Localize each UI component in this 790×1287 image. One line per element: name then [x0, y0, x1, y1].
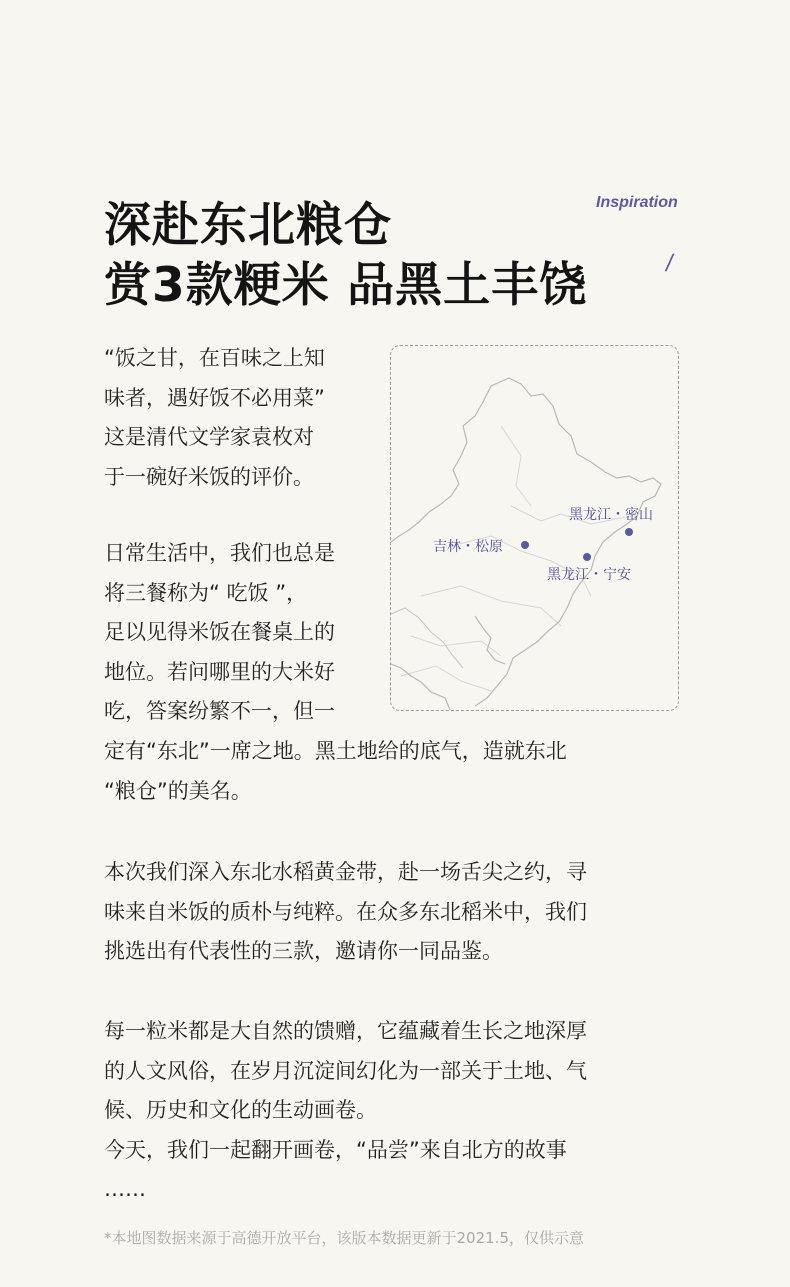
text-line: “粮仓”的美名。 [104, 778, 252, 803]
western-outline [391, 386, 491, 542]
peninsula-outline [475, 616, 505, 664]
text-line: 味来自米饭的质朴与纯粹。在众多东北稻米中，我们 [104, 899, 587, 924]
map-source-footnote: *本地图数据来源于高德开放平台，该版本数据更新于2021.5，仅供示意 [104, 1229, 584, 1247]
text-line: …… [104, 1177, 146, 1201]
map-graphic [391, 346, 679, 711]
dot-songyuan [521, 541, 529, 549]
text-line: 地位。若问哪里的大米好 [104, 659, 335, 684]
text-line: 今天，我们一起翻开画卷，“品尝”来自北方的故事 [104, 1137, 567, 1162]
inspiration-tag: Inspiration [596, 194, 678, 211]
label-ningan: 黑龙江・宁安 [547, 567, 631, 583]
intro-paragraph [104, 339, 376, 497]
text-line: 吃，答案纷繁不一，但一 [104, 699, 335, 723]
text-line: 这是清代文学家袁枚对 [104, 425, 314, 449]
fourth-paragraph [104, 1012, 694, 1210]
text-line: 本次我们深入东北水稻黄金带，赴一场舌尖之约，寻 [104, 860, 587, 884]
daily-paragraph-continuation [104, 732, 694, 811]
title-line-1: 深赴东北粮仓 [104, 198, 392, 253]
text-line: 味者，遇好饭不必用菜” [104, 385, 325, 410]
text-line: 将三餐称为“ 吃饭 ”， [104, 580, 308, 605]
page-title [104, 196, 587, 316]
text-line: 于一碗好米饭的评价。 [104, 464, 314, 489]
dot-ningan [583, 553, 591, 561]
dot-mishan [625, 528, 633, 536]
province-border [421, 586, 561, 626]
title-line-2: 赏3款粳米 品黑土丰饶 [104, 258, 588, 313]
province-border [501, 426, 531, 506]
text-line: 挑选出有代表性的三款，邀请你一同品鉴。 [104, 939, 503, 963]
text-line: 每一粒米都是大自然的馈赠，它蕴藏着生长之地深厚 [104, 1019, 587, 1043]
text-line: 足以见得米饭在餐桌上的 [104, 620, 335, 644]
label-songyuan: 吉林・松原 [433, 539, 503, 555]
province-border [411, 636, 501, 656]
slash-decoration: / [663, 250, 676, 277]
text-line: 日常生活中，我们也总是 [104, 541, 335, 565]
text-line: 的人文风俗，在岁月沉淀间幻化为一部关于土地、气 [104, 1058, 587, 1083]
text-line: “饭之甘，在百味之上知 [104, 346, 325, 370]
northeast-map [390, 345, 679, 711]
text-line: 候、历史和文化的生动画卷。 [104, 1098, 377, 1122]
coast-outline [391, 608, 463, 668]
third-paragraph [104, 853, 694, 972]
text-line: 定有“东北”一席之地。黑土地给的底气，造就东北 [104, 739, 567, 763]
daily-paragraph [104, 534, 376, 732]
label-mishan: 黑龙江・密山 [569, 507, 653, 523]
